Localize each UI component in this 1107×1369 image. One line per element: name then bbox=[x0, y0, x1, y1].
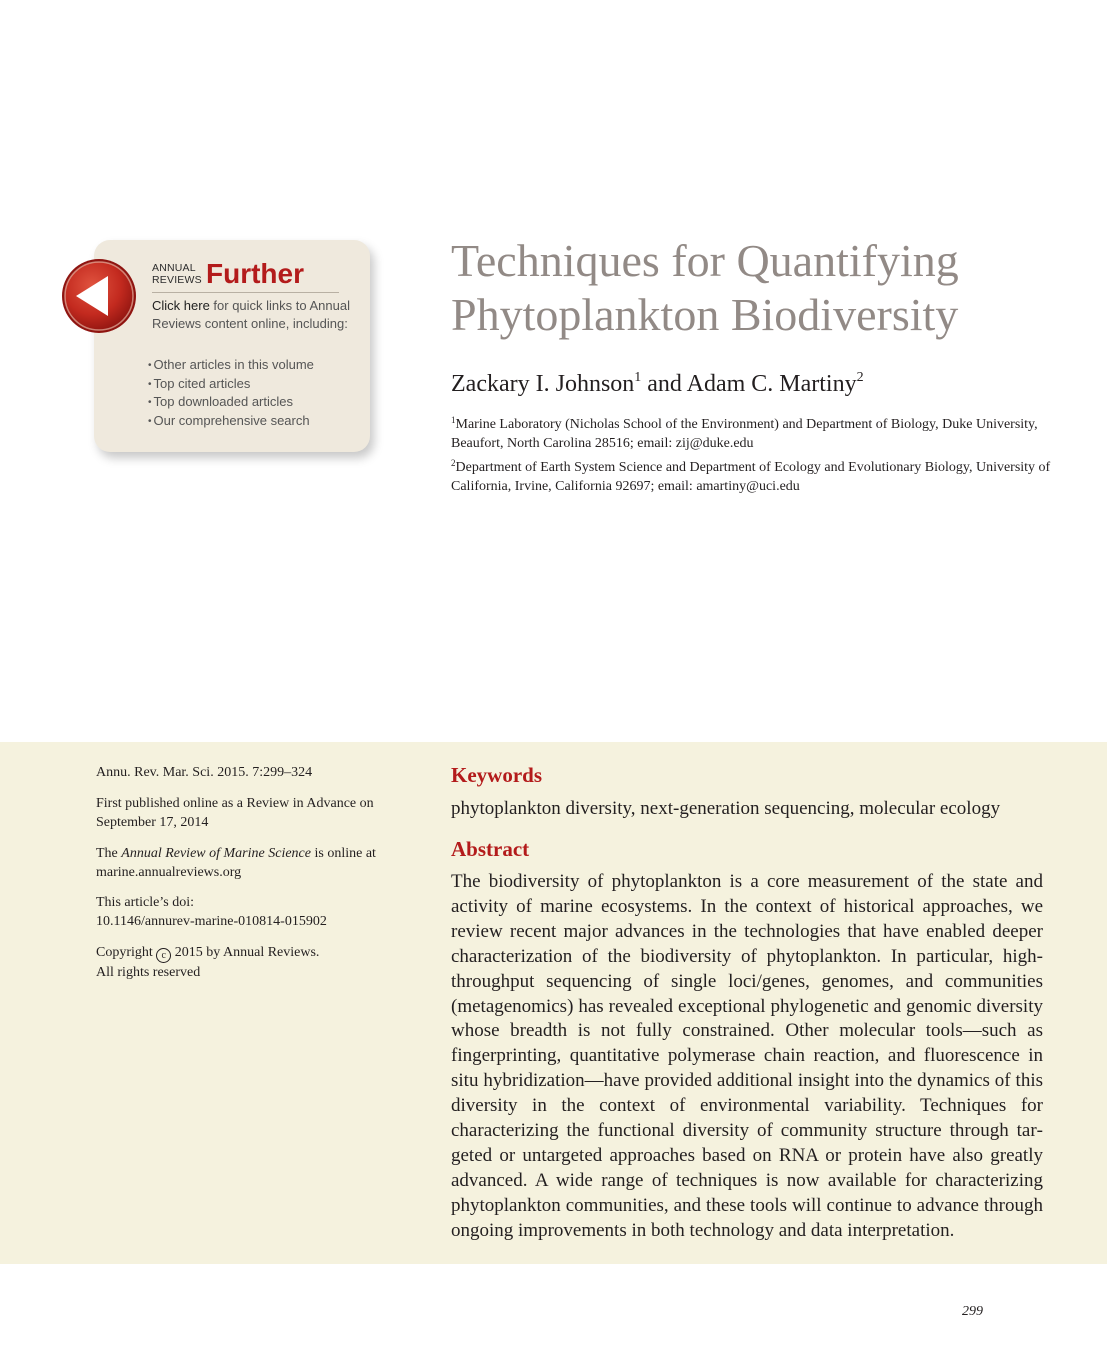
author-mark: 2 bbox=[856, 370, 864, 385]
further-word: Further bbox=[206, 258, 304, 289]
abstract-text: The biodiversity of phytoplankton is a core measurement of the state and activity of marine ecosystems. In the context of historical approaches, we review recent major advances in the technologies that have enabled deeper characterization of the biodiversity of phytoplankton. In particular, highthroughput sequencing of single loci/genes, genomes, and communities (metagenomics) has revealed exceptional phylogenetic and genomic diversity whose breadth is not fully constrained. Other molecular tools—such as fingerprinting, quantitative polymerase chain reaction, and fluorescence in situ hybridization—have provided additional insight into the dynamics of this diversity in the context of environmental variability. Techniques for characterizing the functional diversity of community structure through targeted or untargeted approaches based on RNA or protein have also greatly advanced. A wide range of techniques is now available for characterizing phytoplankton communities, and these tools will continue to advance through ongoing improvements in both technology and data interpretation. bbox=[451, 871, 1043, 1241]
journal-name: Annual Review of Marine Science bbox=[121, 846, 311, 861]
annual-reviews-label: ANNUAL REVIEWS bbox=[152, 262, 202, 286]
further-link[interactable]: • Other articles in this volume bbox=[148, 356, 314, 375]
keywords-text: phytoplankton diversity, next-generation sequencing, molecular ecology bbox=[451, 798, 1001, 819]
author-line: Zackary I. Johnson$^1$ and Adam C. Martiny$^2$ bbox=[451, 370, 864, 397]
further-arrow-icon[interactable] bbox=[60, 257, 138, 337]
doi-value: 10.1146/annurev-marine-010814-015902 bbox=[96, 914, 327, 929]
abstract-heading: Abstract bbox=[451, 837, 530, 861]
keywords-heading: Keywords bbox=[451, 763, 542, 787]
author-mark: 1 bbox=[634, 370, 642, 385]
affiliation: $^1$Marine Laboratory (Nicholas School of the Environment) and Department of Biology, Duke University, Beaufort, North Carolina 28516; email: zij@duke.edu bbox=[451, 415, 1038, 451]
further-links bbox=[148, 356, 314, 430]
author-name: Zackary I. Johnson bbox=[451, 371, 635, 397]
page-number: 299 bbox=[962, 1304, 983, 1319]
citation: Annu. Rev. Mar. Sci. 2015. 7:299–324 bbox=[96, 765, 313, 780]
further-link[interactable]: • Top downloaded articles bbox=[148, 393, 314, 412]
copyright-icon: c bbox=[156, 948, 171, 963]
first-published: First published online as a Review in Advance on September 17, 2014 bbox=[96, 796, 374, 830]
click-here-link[interactable]: Click here bbox=[152, 298, 210, 313]
further-description: Click here for quick links to Annual Reviews content online, including: bbox=[152, 298, 350, 331]
further-link[interactable]: • Top cited articles bbox=[148, 375, 314, 394]
journal-online: The Annual Review of Marine Science is online at marine.annualreviews.org bbox=[96, 846, 376, 880]
author-name: Adam C. Martiny bbox=[686, 371, 857, 397]
article-title: Techniques for Quantifying Phytoplankton Biodiversity bbox=[451, 235, 959, 340]
doi-block: This article’s doi: 10.1146/annurev-marine-010814-015902 bbox=[96, 895, 327, 929]
affiliation: $^2$Department of Earth System Science and Department of Ecology and Evolutionary Biology, University of California, Irvine, California 92697; email: amartiny@uci.edu bbox=[451, 458, 1051, 494]
copyright: Copyright c 2015 by Annual Reviews. All rights reserved bbox=[96, 945, 320, 980]
further-link[interactable]: • Our comprehensive search bbox=[148, 412, 314, 431]
further-divider bbox=[152, 292, 339, 293]
